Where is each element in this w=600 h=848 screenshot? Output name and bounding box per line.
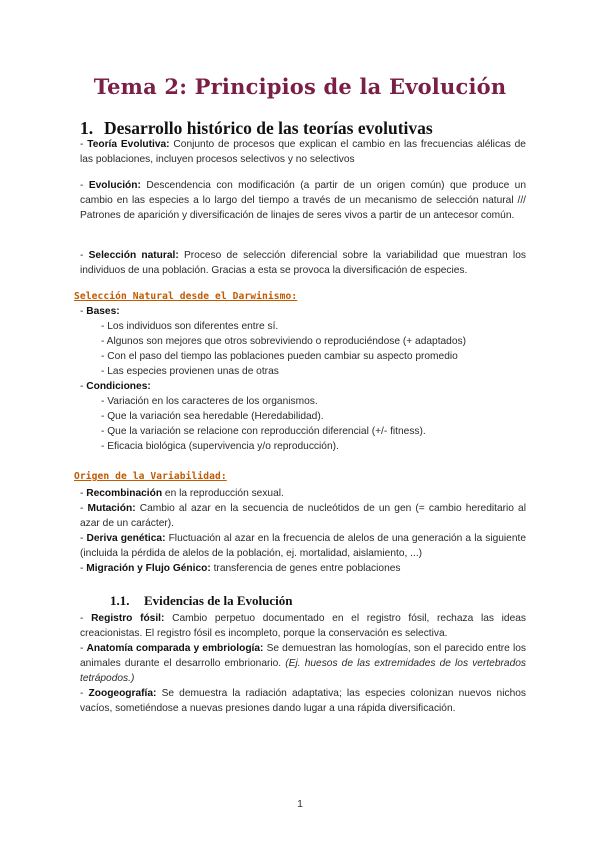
list-item: - Variación en los caracteres de los organismos. [101,396,318,407]
definition-evolucion: - Evolución: Descendencia con modificación (a partir de un origen común) que produce un cambio en las especies a lo largo del tiempo a través de un mecanismo de selección natural /// Patrones de aparición y diversificación de linajes de seres vivos a partir de un antecesor común. [80,180,526,222]
definition-term: Evolución: [88,180,141,191]
list-item: - Las especies provienen unas de otras [101,366,279,377]
origen-item-migracion: - Migración y Flujo Génico: transferencia de genes entre poblaciones [80,563,401,574]
evidencia-registro-fosil: - Registro fósil: Cambio perpetuo documentado en el registro fósil, rechaza las ideas creacionistas. El registro fósil es incompleto, porque la conservación es selectiva. [80,613,526,640]
definition-text: Descendencia con modificación (a partir de un origen común) que produce un cambio en las especies a lo largo del tiempo a través de un mecanismo de selección natural /// Patrones de aparición y diversificación de linajes de seres vivos a partir de un antecesor común. [80,180,526,222]
document-title: Tema 2: Principios de la Evolución [93,74,507,99]
list-item: - Eficacia biológica (supervivencia y/o reproducción). [101,441,339,452]
evidencia-anatomia: - Anatomía comparada y embriología: Se demuestran las homologías, son el parecido entre los animales durante el desarrollo embrionario. (Ej. huesos de las extremidades de los vertebrados tetrápodos.) [80,643,527,685]
section-1-1-title: Evidencias de la Evolución [144,593,293,608]
origen-item-mutacion: - Mutación: Cambio al azar en la secuencia de nucleótidos de un gen (= cambio hereditario al azar de un carácter). [80,503,526,530]
bases-heading: - Bases: [80,306,120,317]
definition-term: Teoría Evolutiva: [87,139,170,150]
section-1-1-number: 1.1. [110,593,130,608]
list-item: - Los individuos son diferentes entre sí. [101,321,279,332]
seleccion-natural-label: Selección Natural desde el Darwinismo: [74,291,298,302]
definition-seleccion-natural: - Selección natural: Proceso de selección diferencial sobre la variabilidad que muestran los individuos de una población. Gracias a esta se provoca la diversificación de especies. [80,250,526,277]
evidencia-zoogeografia: - Zoogeografía: Se demuestra la radiación adaptativa; las especies colonizan nuevos nichos vacíos, sometiéndose a nuevas presiones dando lugar a una rápida diversificación. [80,688,526,715]
origen-item-deriva: - Deriva genética: Fluctuación al azar en la frecuencia de alelos de una generación a la siguiente (incluida la pérdida de alelos de la población, ej. mortalidad, aislamiento, ...) [80,533,526,560]
section-1-heading [80,118,433,139]
definition-teoria-evolutiva: - Teoría Evolutiva: Conjunto de procesos que explican el cambio en las frecuencias alélicas de las poblaciones, incluyen procesos selectivos y no selectivos [80,139,526,166]
definition-term: Selección natural: [88,250,179,261]
section-1-number: 1. [80,118,94,138]
list-item: - Algunos son mejores que otros sobreviviendo o reproduciéndose (+ adaptados) [101,336,467,347]
section-1-1-heading [110,593,292,609]
definition-text: Proceso de selección diferencial sobre la variabilidad que muestran los individuos de una población. Gracias a esta se provoca la diversificación de especies. [80,250,526,277]
list-item: - Con el paso del tiempo las poblaciones pueden cambiar su aspecto promedio [101,351,458,362]
origen-item-recombinacion: - Recombinación en la reproducción sexual. [80,488,284,499]
page-number: 1 [297,798,303,810]
origen-variabilidad-label: Origen de la Variabilidad: [74,471,227,482]
definition-text: Conjunto de procesos que explican el cambio en las frecuencias alélicas de las poblaciones, incluyen procesos selectivos y no selectivos [80,139,526,166]
list-item: - Que la variación sea heredable (Heredabilidad). [101,411,324,422]
evidencia-anatomia-note: (Ej. huesos de las extremidades de los vertebrados tetrápodos.) [80,658,527,685]
list-item: - Que la variación se relacione con reproducción diferencial (+/- fitness). [101,426,426,437]
section-1-title: Desarrollo histórico de las teorías evolutivas [104,118,433,138]
condiciones-heading: - Condiciones: [80,381,151,392]
